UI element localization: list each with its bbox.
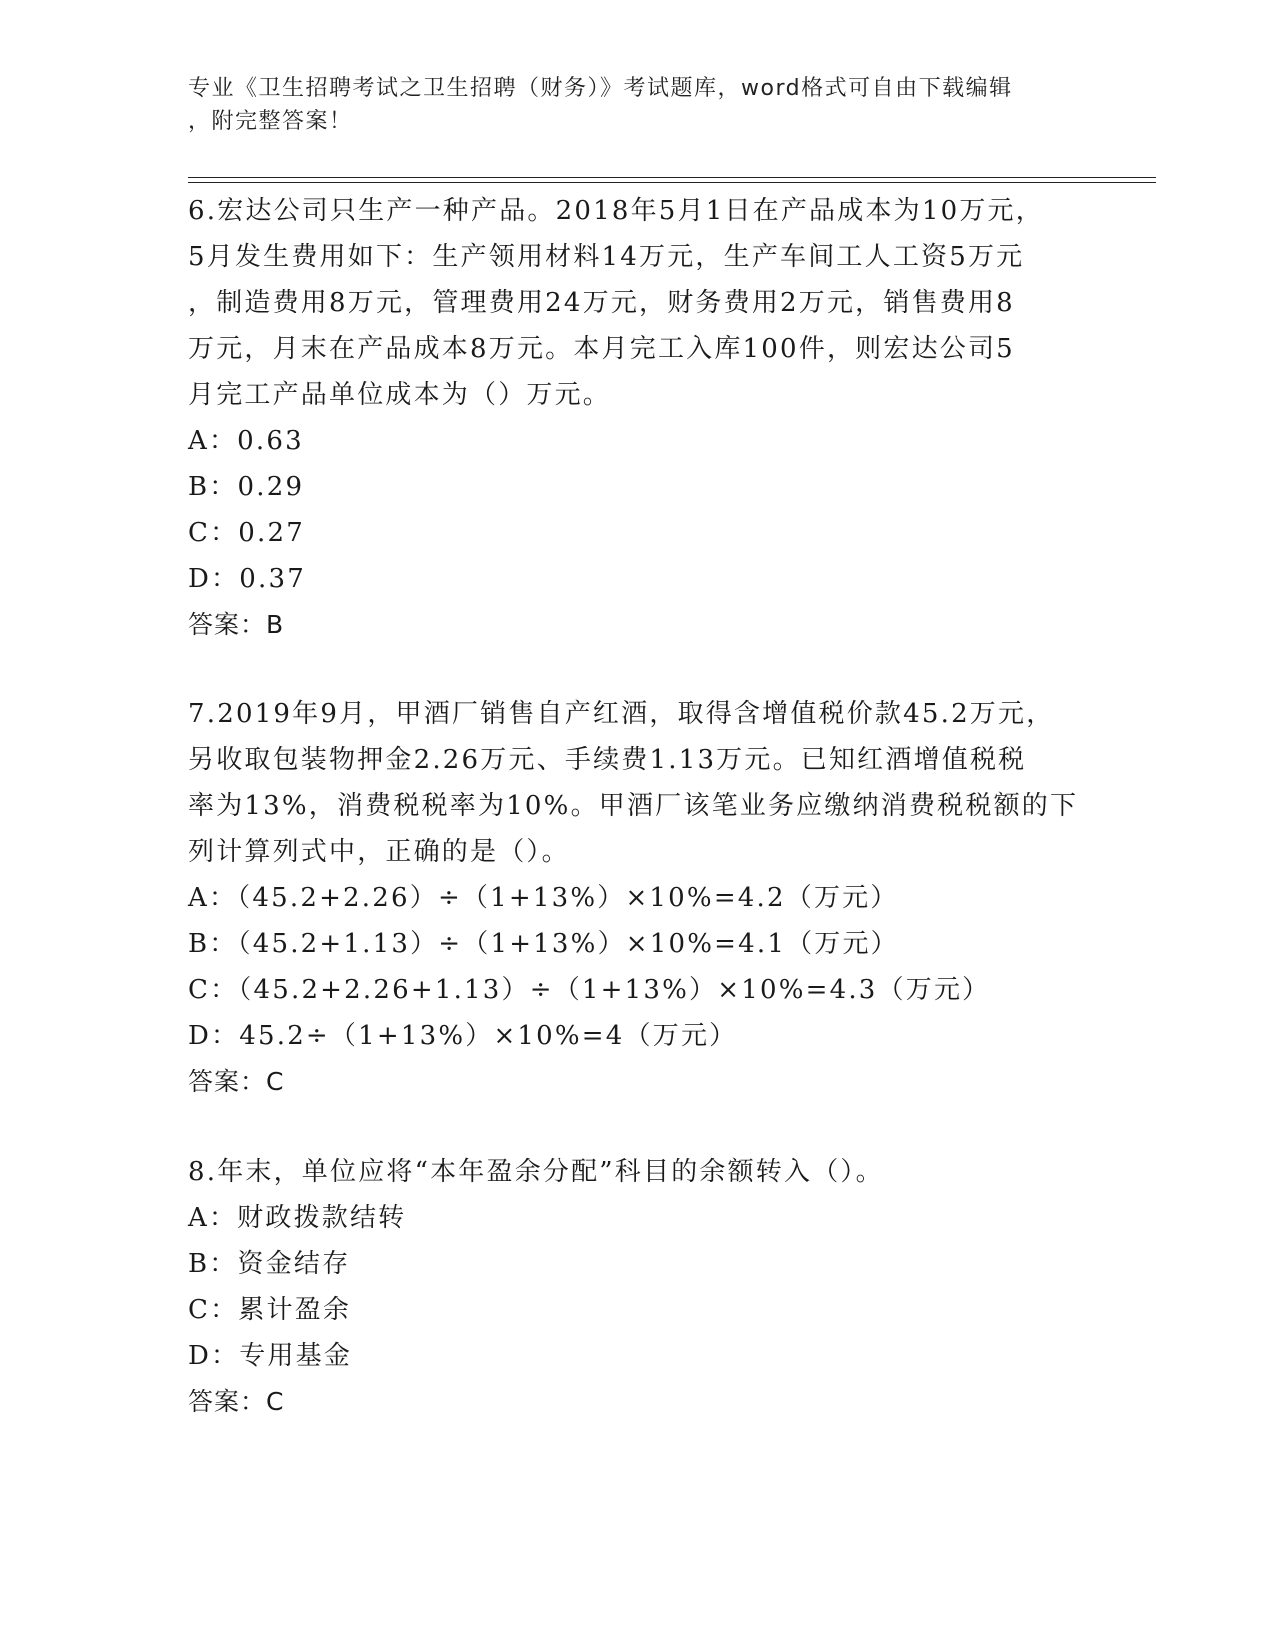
question-6 [188,188,1088,648]
answer-label: 答案：C [188,1387,285,1416]
option-a: A：0.63 [188,426,304,456]
question-stem-line: 7.2019年9月，甲酒厂销售自产红酒，取得含增值税价款45.2万元， [188,699,1055,729]
option-c: C：累计盈余 [188,1295,352,1325]
question-stem-line: 5月发生费用如下：生产领用材料14万元，生产车间工人工资5万元 [188,242,1025,272]
header-line-2: ，附完整答案！ [188,109,353,134]
option-d: D：专用基金 [188,1341,353,1371]
question-stem-line: ，制造费用8万元，管理费用24万元，财务费用2万元，销售费用8 [188,288,1015,318]
question-stem-line: 8.年末，单位应将“本年盈余分配”科目的余额转入（）。 [188,1157,884,1187]
option-b: B：资金结存 [188,1249,351,1279]
question-stem-line: 率为13%，消费税税率为10%。甲酒厂该笔业务应缴纳消费税税额的下 [188,791,1079,821]
question-stem [188,188,1088,418]
answer-label: 答案：B [188,610,285,639]
option-b: B：0.29 [188,472,305,502]
option-c: C：（45.2+2.26+1.13）÷（1+13%）×10%=4.3（万元） [188,975,991,1005]
option-d: D：45.2÷（1+13%）×10%=4（万元） [188,1021,738,1051]
question-stem [188,1149,1088,1195]
question-7 [188,691,1088,1105]
option-c: C：0.27 [188,518,305,548]
question-stem [188,691,1088,875]
option-d: D：0.37 [188,564,306,594]
option-a: A：财政拨款结转 [188,1203,407,1233]
header-divider-top [188,177,1156,178]
question-stem-line: 万元，月末在产品成本8万元。本月完工入库100件，则宏达公司5 [188,334,1015,364]
question-stem-line: 月完工产品单位成本为（）万元。 [188,380,612,410]
header-divider-bottom [188,182,1156,183]
header-line-1: 专业《卫生招聘考试之卫生招聘（财务）》考试题库，word格式可自由下载编辑 [188,76,1013,101]
question-stem-line: 列计算列式中，正确的是（）。 [188,837,570,867]
option-b: B：（45.2+1.13）÷（1+13%）×10%=4.1（万元） [188,929,899,959]
question-stem-line: 另收取包装物押金2.26万元、手续费1.13万元。已知红酒增值税税 [188,745,1027,775]
option-a: A：（45.2+2.26）÷（1+13%）×10%=4.2（万元） [188,883,899,913]
document-header [188,72,1088,138]
question-stem-line: 6.宏达公司只生产一种产品。2018年5月1日在产品成本为10万元， [188,196,1044,226]
question-8 [188,1149,1088,1425]
answer-label: 答案：C [188,1067,285,1096]
